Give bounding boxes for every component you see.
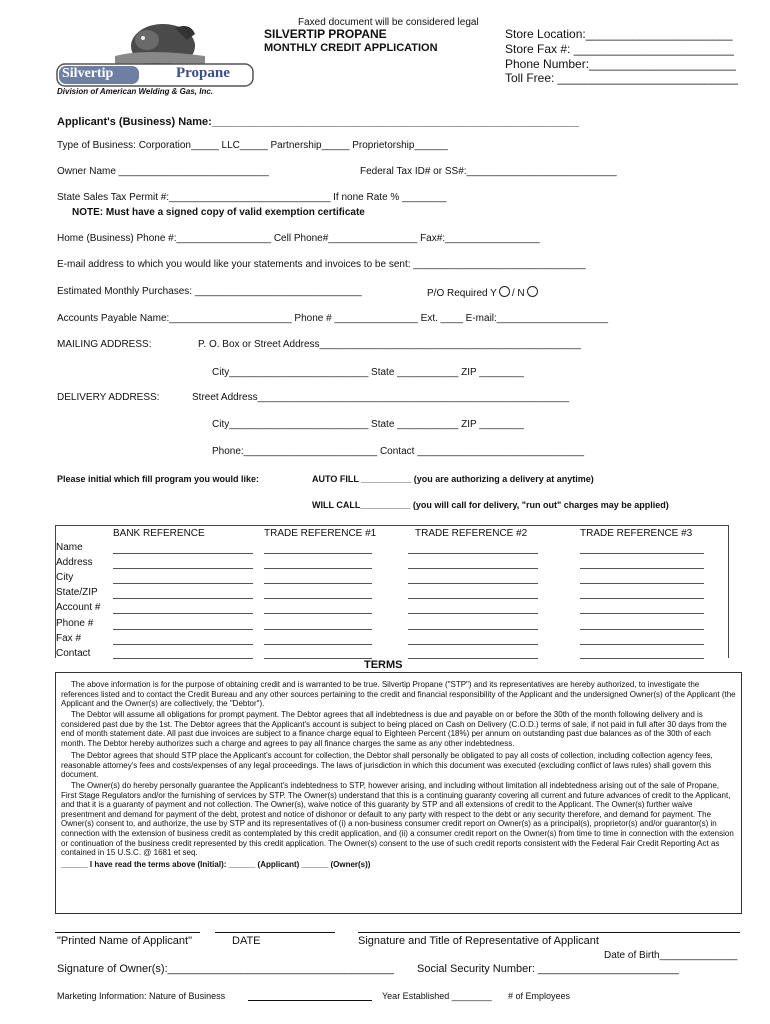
trade-reference-3-header: TRADE REFERENCE #3 [580,528,693,539]
bank-state-line[interactable] [113,598,253,599]
store-location[interactable]: Store Location:______________________ [505,27,733,41]
exemption-note: NOTE: Must have a signed copy of valid exemption certificate [72,207,365,218]
fill-program-prompt: Please initial which fill program you would like: [57,474,260,484]
bank-fax-line[interactable] [113,644,253,645]
trade2-phone-line[interactable] [408,629,538,630]
signature-title-line[interactable] [358,932,740,933]
trade3-fax-line[interactable] [580,644,704,645]
toll-free[interactable]: Toll Free: ___________________________ [505,71,738,85]
trade1-city-line[interactable] [264,583,372,584]
phone-number[interactable]: Phone Number:______________________ [505,57,736,71]
delivery-city-field[interactable]: City_________________________ State ___________ ZIP ________ [212,419,524,430]
email-field[interactable]: E-mail address to which you would like your statements and invoices to be sent: _______________________________ [57,259,586,270]
trade3-account-line[interactable] [580,613,704,614]
owner-name-field[interactable]: Owner Name ___________________________ [57,166,269,177]
bank-address-line[interactable] [113,568,253,569]
bank-account-line[interactable] [113,613,253,614]
po-no-label: / N [511,288,525,299]
bank-phone-line[interactable] [113,629,253,630]
mailing-street-field[interactable]: P. O. Box or Street Address_______________________________________________ [198,339,581,350]
trade1-name-line[interactable] [264,553,372,554]
ref-row-address: Address [56,557,93,568]
auto-fill-option[interactable]: AUTO FILL __________ (you are authorizing a delivery at anytime) [312,474,594,484]
bank-reference-header: BANK REFERENCE [113,528,205,539]
nature-of-business-line[interactable] [248,1000,372,1001]
logo-text-left: Silvertip [62,66,114,81]
ref-row-state-zip: State/ZIP [56,587,98,598]
po-required-label: P/O Required Y [427,288,497,299]
trade1-account-line[interactable] [264,613,372,614]
ref-row-fax: Fax # [56,633,82,644]
trade3-address-line[interactable] [580,568,704,569]
monthly-purchases-field[interactable]: Estimated Monthly Purchases: ______________________________ [57,286,362,297]
printed-name-label: "Printed Name of Applicant" [57,935,192,947]
form-title: MONTHLY CREDIT APPLICATION [264,42,438,54]
date-of-birth-field[interactable]: Date of Birth______________ [604,950,738,961]
ref-row-phone: Phone # [56,618,94,629]
state-tax-field[interactable]: State Sales Tax Permit #:_____________________________ If none Rate % ________ [57,192,447,203]
trade3-phone-line[interactable] [580,629,704,630]
ssn-field[interactable]: Social Security Number: _______________________ [417,963,679,975]
business-type-field[interactable]: Type of Business: Corporation_____ LLC_____ Partnership_____ Proprietorship______ [57,140,448,151]
po-no-radio[interactable] [527,286,538,297]
phone-fields[interactable]: Home (Business) Phone #:_________________ Cell Phone#________________ Fax#:_________________ [57,233,540,244]
references-table [55,525,729,658]
ref-row-contact: Contact [56,648,91,659]
trade2-state-line[interactable] [408,598,538,599]
division-text: Division of American Welding & Gas, Inc. [57,87,214,96]
delivery-address-label: DELIVERY ADDRESS: [57,392,160,403]
trade-reference-1-header: TRADE REFERENCE #1 [264,528,377,539]
fax-note: Faxed document will be considered legal [298,17,479,28]
company-name: SILVERTIP PROPANE [264,27,387,41]
po-yes-radio[interactable] [499,286,510,297]
trade3-city-line[interactable] [580,583,704,584]
terms-initial-line[interactable]: ______ I have read the terms above (Initial): ______ (Applicant) ______ (Owner(s)) [61,860,371,869]
bank-city-line[interactable] [113,583,253,584]
signature-title-label: Signature and Title of Representative of Applicant [358,935,599,947]
terms-box [55,672,742,914]
delivery-phone-field[interactable]: Phone:________________________ Contact ______________________________ [212,446,585,457]
mailing-city-field[interactable]: City_________________________ State ___________ ZIP ________ [212,367,524,378]
trade-reference-2-header: TRADE REFERENCE #2 [415,528,528,539]
ref-row-city: City [56,572,74,583]
printed-name-line[interactable] [55,932,200,933]
terms-title: TERMS [364,659,403,671]
bank-name-line[interactable] [113,553,253,554]
ref-row-name: Name [56,542,83,553]
will-call-option[interactable]: WILL CALL__________ (you will call for delivery, "run out" charges may be applied) [312,500,669,510]
trade2-city-line[interactable] [408,583,538,584]
trade2-address-line[interactable] [408,568,538,569]
terms-paragraph-4: The Owner(s) do hereby personally guarantee the Applicant's indebtedness to STP, however arising, and including without limitation all indebtedness arising out of the sale of Propane, First Stage Regulators and/or the furnishing of services by STP. The Owner(s) understand that this is a continuing guaranty covering all current and future advances of credit to the Applicant, and that it is a guaranty of payment and not collection. The Owner(s), waive notice of this guaranty by STP and all extensions of credit to the Applicant. The Owner(s) further waive presentment and demand for payment of the debt, protest and notice of dishonor or default to any party with respect to the debt or any security therefore, and demand for payment. The Owner(s) consent to, and authorize, the use by STP and its representatives of (i) a non-business consumer credit report on Owner(s) as a principal(s), proprietor(s) and/or guarantor(s) in connection with the extension of business credit as contemplated by this credit application, and (ii) a consumer credit report on the Owner(s) from time to time in connection with the extension or continuation of the business credit represented by this credit application. The Owner(s) consent to the use of such credit reports consistent with the Federal Fair Credit Reporting Act as contained in 15 U.S.C. @ 1681 et seq. [61,781,734,858]
trade1-fax-line[interactable] [264,644,372,645]
terms-paragraph-3: The Debtor agrees that should STP place the Applicant's account for collection, the Debtor shall personally be obligated to pay all costs of collection, including collection agency fees, reasonable attorney's fees and costs/expenses of any legal proceedings. The laws of jurisdiction in which this document was executed (excluding conflict of laws rules) shall govern this document. [61,751,713,780]
trade3-name-line[interactable] [580,553,704,554]
signature-owners-field[interactable]: Signature of Owner(s):_____________________________________ [57,963,395,975]
trade2-name-line[interactable] [408,553,538,554]
accounts-payable-field[interactable]: Accounts Payable Name:______________________ Phone # _______________ Ext. ____ E-mail:____________________ [57,313,609,324]
trade2-account-line[interactable] [408,613,538,614]
po-required-group [427,286,540,299]
trade2-contact-line[interactable] [408,658,538,659]
trade3-contact-line[interactable] [580,658,704,659]
trade3-state-line[interactable] [580,598,704,599]
trade1-state-line[interactable] [264,598,372,599]
trade1-phone-line[interactable] [264,629,372,630]
federal-tax-field[interactable]: Federal Tax ID# or SS#:___________________________ [360,166,617,177]
year-established-field[interactable]: Year Established ________ [382,991,492,1001]
logo-text-right: Propane [176,65,230,81]
date-line[interactable] [215,932,335,933]
store-fax[interactable]: Store Fax #: ________________________ [505,42,734,56]
ref-row-account: Account # [56,602,101,613]
terms-paragraph-2: The Debtor will assume all obligations for prompt payment. The Debtor agrees that all indebtedness is due and payable on or before the 30th of the month following delivery and is considered past due by the 1st. The Debtor agrees that the Applicant's account is subject to being placed on Cash on Delivery (C.O.D.) terms of sale, if not paid in full after 30 days from the end of month statement date. All past due invoices are subject to a finance charge equal to Eighteen Percent (18%) per annum on outstanding past due balances as of the 30th of each month. The Debtor hereby authorizes such a charge and agrees to pay all finance charges the same as any other indebtedness. [61,710,727,748]
trade1-contact-line[interactable] [264,658,372,659]
terms-paragraph-1: The above information is for the purpose of obtaining credit and is warranted to be true. Silvertip Propane ("STP") and its representatives are hereby authorized, to investigate the references listed and to contact the Credit Bureau and any other sources pertaining to the credit and financial responsibility of the Applicant and the undersigned Owner(s) of the Applicant (the Applicant and the Owner(s) are collectively, the "Debtor"). [61,680,736,709]
applicant-name-field[interactable]: Applicant's (Business) Name:____________________________________________________________ [57,116,579,128]
marketing-label: Marketing Information: Nature of Business [57,991,226,1001]
trade2-fax-line[interactable] [408,644,538,645]
mailing-address-label: MAILING ADDRESS: [57,339,152,350]
employees-label[interactable]: # of Employees [508,991,571,1001]
bank-contact-line[interactable] [113,658,253,659]
delivery-street-field[interactable]: Street Address________________________________________________________ [192,392,570,403]
date-label: DATE [232,935,261,947]
trade1-address-line[interactable] [264,568,372,569]
